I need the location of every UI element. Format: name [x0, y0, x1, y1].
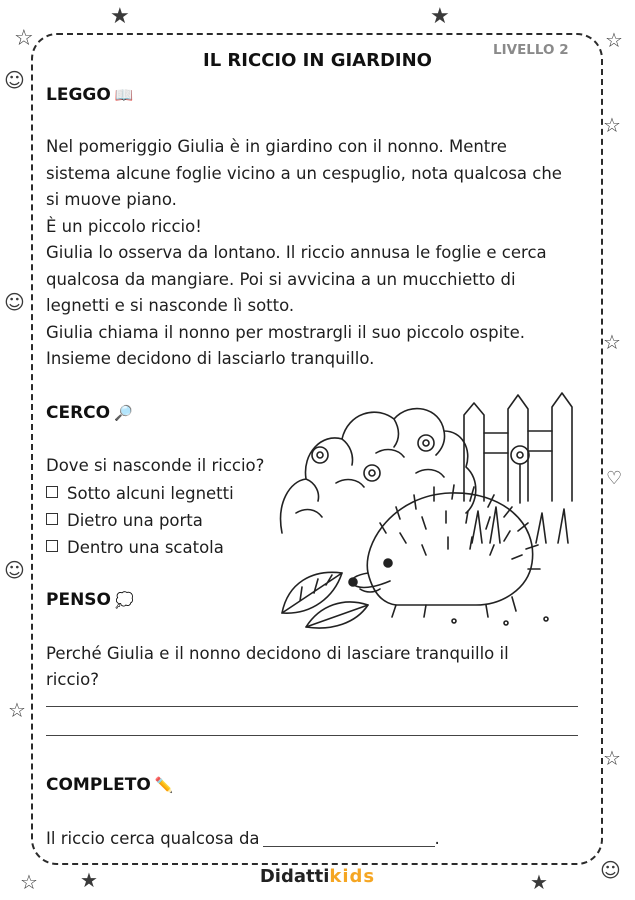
answer-option[interactable] [46, 511, 203, 530]
checkbox[interactable] [46, 513, 58, 525]
answer-option-label: Dentro una scatola [67, 538, 224, 557]
smiley-doodle-icon: ☺ [4, 558, 25, 582]
answer-option-label: Dietro una porta [67, 511, 203, 530]
bush-drawing [281, 409, 529, 533]
smiley-doodle-icon: ☺ [4, 290, 25, 314]
text-line: Nel pomeriggio Giulia è in giardino con il nonno. Mentre [46, 137, 507, 156]
star-doodle-icon: ★ [80, 868, 98, 892]
penso-heading [46, 590, 134, 610]
level-badge: LIVELLO 2 [493, 42, 569, 58]
answer-option[interactable] [46, 484, 234, 503]
star-doodle-icon: ★ [430, 4, 450, 29]
penso-question-line: riccio? [46, 670, 99, 689]
fill-in-blank[interactable] [263, 846, 435, 847]
logo-part-didatti: Didatti [259, 866, 330, 887]
thought-bubble-icon: 💭 [115, 591, 134, 609]
leggo-heading-label: LEGGO [46, 85, 111, 105]
star-doodle-icon: ★ [530, 870, 548, 894]
star-outline-doodle-icon: ☆ [603, 746, 621, 770]
checkbox[interactable] [46, 486, 58, 498]
completo-sentence-start: Il riccio cerca qualcosa da [46, 829, 260, 848]
text-line: si muove piano. [46, 190, 177, 209]
text-line: sistema alcune foglie vicino a un cespuglio, nota qualcosa che [46, 163, 562, 183]
text-line: qualcosa da mangiare. Poi si avvicina a un mucchietto di [46, 269, 516, 289]
completo-heading [46, 775, 174, 795]
cerco-question: Dove si nasconde il riccio? [46, 456, 265, 475]
cerco-heading-label: CERCO [46, 403, 111, 423]
penso-question-line: Perché Giulia e il nonno decidono di lasciare tranquillo il [46, 644, 509, 663]
text-line: È un piccolo riccio! [46, 216, 202, 236]
star-outline-doodle-icon: ☆ [8, 698, 26, 722]
text-line: Giulia chiama il nonno per mostrargli il suo piccolo ospite. [46, 322, 526, 342]
penso-heading-label: PENSO [46, 590, 111, 610]
star-outline-doodle-icon: ☆ [20, 870, 38, 894]
answer-line[interactable] [46, 706, 578, 707]
text-line: legnetti e si nasconde lì sotto. [46, 296, 295, 315]
book-icon: 📖 [114, 86, 134, 104]
didattikids-logo [0, 866, 635, 887]
completo-sentence-end: . [434, 829, 440, 848]
hedgehog-drawing [349, 485, 540, 617]
completo-heading-label: COMPLETO [46, 775, 151, 795]
smiley-doodle-icon: ☺ [4, 68, 25, 92]
logo-part-kids: kids [329, 866, 376, 887]
leaves-drawing [282, 572, 548, 628]
smiley-doodle-icon: ☺ [600, 858, 621, 882]
pencil-icon: ✏️ [154, 776, 174, 794]
magnifier-icon: 🔎 [114, 404, 133, 422]
heart-doodle-icon: ♡ [606, 468, 623, 489]
leggo-text [46, 134, 586, 373]
star-outline-doodle-icon: ☆ [605, 28, 623, 52]
page-title: IL RICCIO IN GIARDINO [203, 50, 432, 71]
cerco-heading [46, 403, 133, 423]
star-outline-doodle-icon: ☆ [603, 330, 621, 354]
answer-option-label: Sotto alcuni legnetti [67, 484, 234, 503]
answer-line[interactable] [46, 735, 578, 736]
hedgehog-illustration [276, 383, 576, 631]
star-outline-doodle-icon: ☆ [603, 113, 621, 137]
text-line: Giulia lo osserva da lontano. Il riccio annusa le foglie e cerca [46, 243, 547, 262]
completo-sentence [46, 826, 440, 853]
text-line: Insieme decidono di lasciarlo tranquillo. [46, 349, 375, 368]
star-outline-doodle-icon: ☆ [14, 26, 34, 51]
checkbox[interactable] [46, 540, 58, 552]
grass-drawing [472, 507, 568, 543]
star-doodle-icon: ★ [110, 4, 130, 29]
answer-option[interactable] [46, 538, 224, 557]
leggo-heading [46, 85, 134, 105]
